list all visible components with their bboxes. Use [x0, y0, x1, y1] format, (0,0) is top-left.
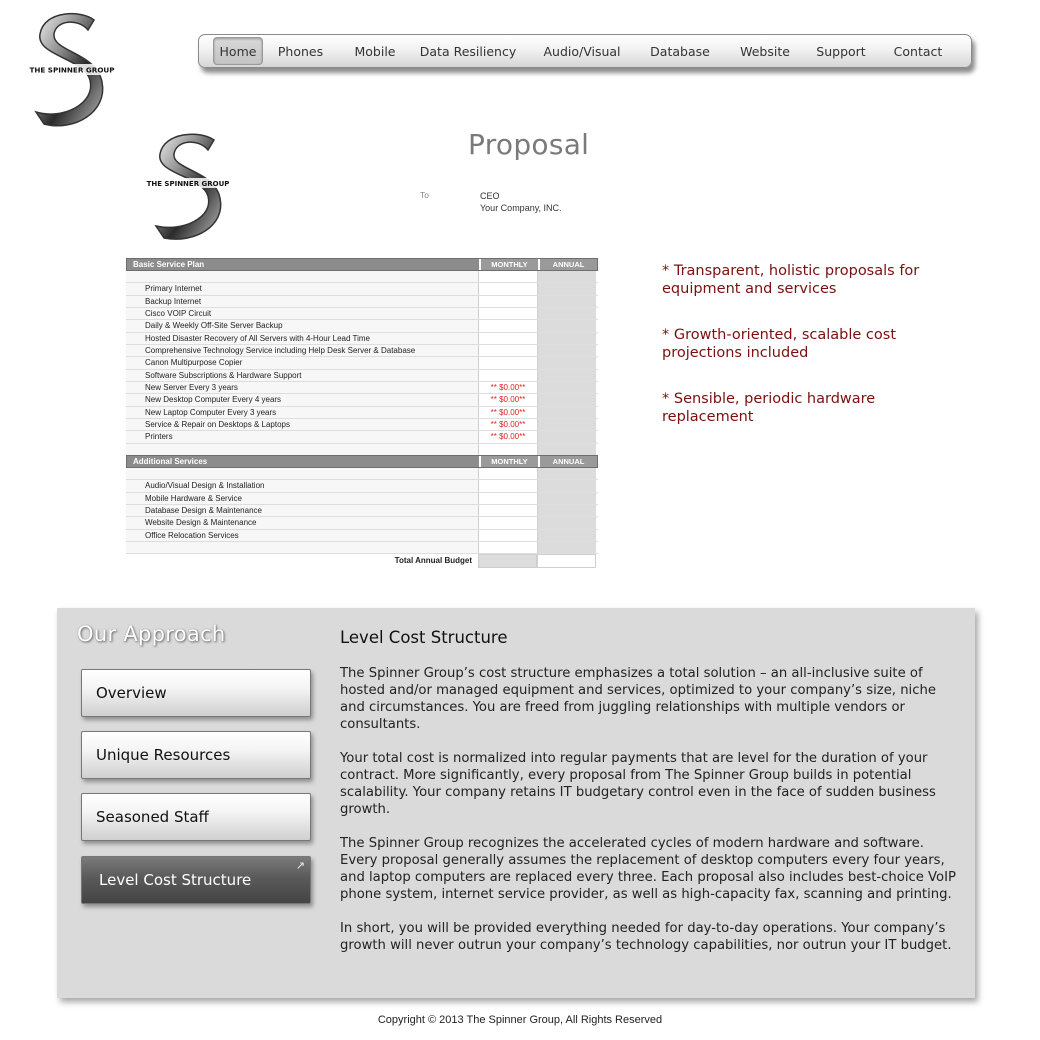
row-item-label: Daily & Weekly Off-Site Server Backup [126, 320, 478, 331]
table-row [126, 357, 598, 369]
row-item-label: Backup Internet [126, 296, 478, 307]
table-row [126, 407, 598, 419]
recipient-company: Your Company, INC. [480, 203, 562, 213]
spinner-group-logo-icon [136, 130, 240, 242]
nav-database[interactable]: Database [650, 43, 710, 59]
row-monthly-cell [478, 542, 537, 553]
annual-header: ANNUAL [538, 456, 597, 467]
row-annual-cell [537, 333, 596, 344]
table-row [126, 480, 598, 492]
svg-text:THE SPINNER GROUP: THE SPINNER GROUP [146, 180, 230, 188]
row-item-label: New Server Every 3 years [126, 382, 478, 393]
bullet-item: * Growth-oriented, scalable cost projections included [662, 327, 897, 361]
content-paragraph: In short, you will be provided everything needed for day-to-day operations. Your company’s growth will never outrun your company’s technology capabilities, nor outrun your IT budget. [340, 921, 952, 953]
total-monthly-cell [478, 554, 537, 568]
row-item-label: Primary Internet [126, 283, 478, 294]
row-item-label: New Laptop Computer Every 3 years [126, 407, 478, 418]
row-monthly-cell [478, 505, 537, 516]
row-item-label: Database Design & Maintenance [126, 505, 478, 516]
row-annual-cell [537, 505, 596, 516]
content-paragraph: The Spinner Group recognizes the accelerated cycles of modern hardware and software. Every proposal generally assumes the replacement of desktop computers every four years, and laptop computers are replaced every three. Each proposal also includes best-choice VoIP phone system, internet service provider, as well as high-capacity fax, scanning and printing. [340, 836, 956, 902]
table-row [126, 394, 598, 406]
row-monthly-cell [478, 283, 537, 294]
basic-header: Basic Service Plan [133, 260, 205, 269]
table-row [126, 431, 598, 443]
nav-support[interactable]: Support [816, 43, 866, 59]
proposal-title: Proposal [468, 128, 590, 161]
nav-mobile[interactable]: Mobile [354, 43, 396, 59]
monthly-header: MONTHLY [479, 456, 538, 467]
content-paragraph: The Spinner Group’s cost structure emphasizes a total solution – an all-inclusive suite of hosted and/or managed equipment and services, optimized to your company’s size, niche and circumstances. You are freed from juggling relationships with multiple vendors or consultants. [340, 666, 936, 732]
table-row [126, 493, 598, 505]
row-item-label: Comprehensive Technology Service including Help Desk Server & Database [126, 345, 478, 356]
level-cost-structure-label: Level Cost Structure [99, 871, 252, 889]
row-monthly-cell [478, 357, 537, 368]
row-monthly-cell: ** $0.00** [478, 431, 537, 442]
row-monthly-cell [478, 296, 537, 307]
row-annual-cell [537, 530, 596, 541]
row-annual-cell [537, 468, 596, 479]
table-row [126, 345, 598, 357]
row-monthly-cell [478, 333, 537, 344]
svg-text:THE SPINNER GROUP: THE SPINNER GROUP [29, 65, 115, 75]
row-annual-cell [537, 480, 596, 491]
row-annual-cell [537, 296, 596, 307]
row-monthly-cell [478, 271, 537, 282]
row-item-label [126, 542, 478, 553]
row-item-label: Hosted Disaster Recovery of All Servers with 4-Hour Lead Time [126, 333, 478, 344]
bullet-item: * Sensible, periodic hardware replacement [662, 391, 876, 425]
seasoned-staff-button[interactable]: Seasoned Staff [81, 793, 311, 841]
nav-phones[interactable]: Phones [277, 43, 324, 59]
row-annual-cell [537, 370, 596, 381]
row-monthly-cell [478, 370, 537, 381]
row-monthly-cell: ** $0.00** [478, 382, 537, 393]
table-row [126, 505, 598, 517]
total-annual-cell [537, 554, 596, 568]
table-row [126, 320, 598, 332]
row-item-label: Software Subscriptions & Hardware Support [126, 370, 478, 381]
row-item-label: Printers [126, 431, 478, 442]
row-annual-cell [537, 542, 596, 553]
row-annual-cell [537, 444, 596, 455]
row-monthly-cell [478, 530, 537, 541]
table-row [126, 517, 598, 529]
row-monthly-cell: ** $0.00** [478, 394, 537, 405]
overview-button[interactable]: Overview [81, 669, 311, 717]
row-annual-cell [537, 357, 596, 368]
content-title: Level Cost Structure [340, 628, 508, 647]
row-annual-cell [537, 431, 596, 442]
site-logo[interactable] [22, 8, 122, 130]
row-monthly-cell [478, 345, 537, 356]
content-paragraph: Your total cost is normalized into regular payments that are level for the duration of your contract. More significantly, every proposal from The Spinner Group builds in potential scalability. Your company retains IT budgetary control even in the face of sudden business growth. [340, 751, 936, 817]
row-item-label [126, 444, 478, 455]
row-item-label: Audio/Visual Design & Installation [126, 480, 478, 491]
arrow-up-right-icon: ↗ [295, 859, 305, 872]
row-item-label: Office Relocation Services [126, 530, 478, 541]
row-item-label [126, 271, 478, 282]
row-annual-cell [537, 419, 596, 430]
total-row [126, 554, 598, 568]
row-annual-cell [537, 394, 596, 405]
row-monthly-cell [478, 308, 537, 319]
row-annual-cell [537, 283, 596, 294]
nav-audio-visual[interactable]: Audio/Visual [543, 43, 621, 59]
feature-bullets [662, 262, 952, 454]
row-item-label: New Desktop Computer Every 4 years [126, 394, 478, 405]
row-item-label [126, 468, 478, 479]
table-row [126, 382, 598, 394]
annual-header: ANNUAL [538, 259, 597, 270]
nav-data-resiliency[interactable]: Data Resiliency [419, 43, 517, 59]
row-monthly-cell [478, 468, 537, 479]
row-item-label: Service & Repair on Desktops & Laptops [126, 419, 478, 430]
main-nav [198, 34, 972, 68]
nav-website[interactable]: Website [740, 43, 790, 59]
row-item-label: Canon Multipurpose Copier [126, 357, 478, 368]
proposal-recipient [480, 190, 562, 214]
row-annual-cell [537, 320, 596, 331]
table-row [126, 542, 598, 554]
table-row [126, 271, 598, 283]
nav-contact[interactable]: Contact [893, 43, 943, 59]
row-monthly-cell [478, 320, 537, 331]
content-body [340, 665, 960, 971]
additional-services-table [126, 455, 598, 568]
recipient-title: CEO [480, 191, 500, 201]
unique-resources-button[interactable]: Unique Resources [81, 731, 311, 779]
table-row [126, 468, 598, 480]
row-monthly-cell [478, 444, 537, 455]
table-header [126, 258, 598, 271]
row-annual-cell [537, 271, 596, 282]
row-monthly-cell [478, 517, 537, 528]
row-monthly-cell [478, 480, 537, 491]
row-annual-cell [537, 493, 596, 504]
row-annual-cell [537, 517, 596, 528]
row-monthly-cell [478, 493, 537, 504]
table-row [126, 283, 598, 295]
table-row [126, 333, 598, 345]
additional-header: Additional Services [133, 457, 208, 466]
table-row [126, 370, 598, 382]
row-annual-cell [537, 407, 596, 418]
level-cost-structure-button[interactable] [81, 856, 311, 904]
row-annual-cell [537, 308, 596, 319]
table-row [126, 530, 598, 542]
table-header [126, 455, 598, 468]
spinner-group-logo-icon [22, 8, 122, 130]
approach-heading: Our Approach [77, 622, 226, 646]
row-annual-cell [537, 382, 596, 393]
row-monthly-cell: ** $0.00** [478, 407, 537, 418]
proposal-to-label: To [420, 190, 429, 200]
monthly-header: MONTHLY [479, 259, 538, 270]
approach-panel [57, 608, 975, 998]
table-row [126, 296, 598, 308]
bullet-item: * Transparent, holistic proposals for equipment and services [662, 263, 920, 297]
row-item-label: Mobile Hardware & Service [126, 493, 478, 504]
table-row [126, 419, 598, 431]
proposal-logo [136, 130, 240, 242]
total-label: Total Annual Budget [394, 556, 472, 566]
row-monthly-cell: ** $0.00** [478, 419, 537, 430]
table-row [126, 308, 598, 320]
row-item-label: Cisco VOIP Circuit [126, 308, 478, 319]
row-item-label: Website Design & Maintenance [126, 517, 478, 528]
row-annual-cell [537, 345, 596, 356]
basic-service-table [126, 258, 598, 456]
footer-copyright: Copyright © 2013 The Spinner Group, All Rights Reserved [377, 1014, 663, 1026]
nav-home[interactable]: Home [213, 37, 263, 65]
